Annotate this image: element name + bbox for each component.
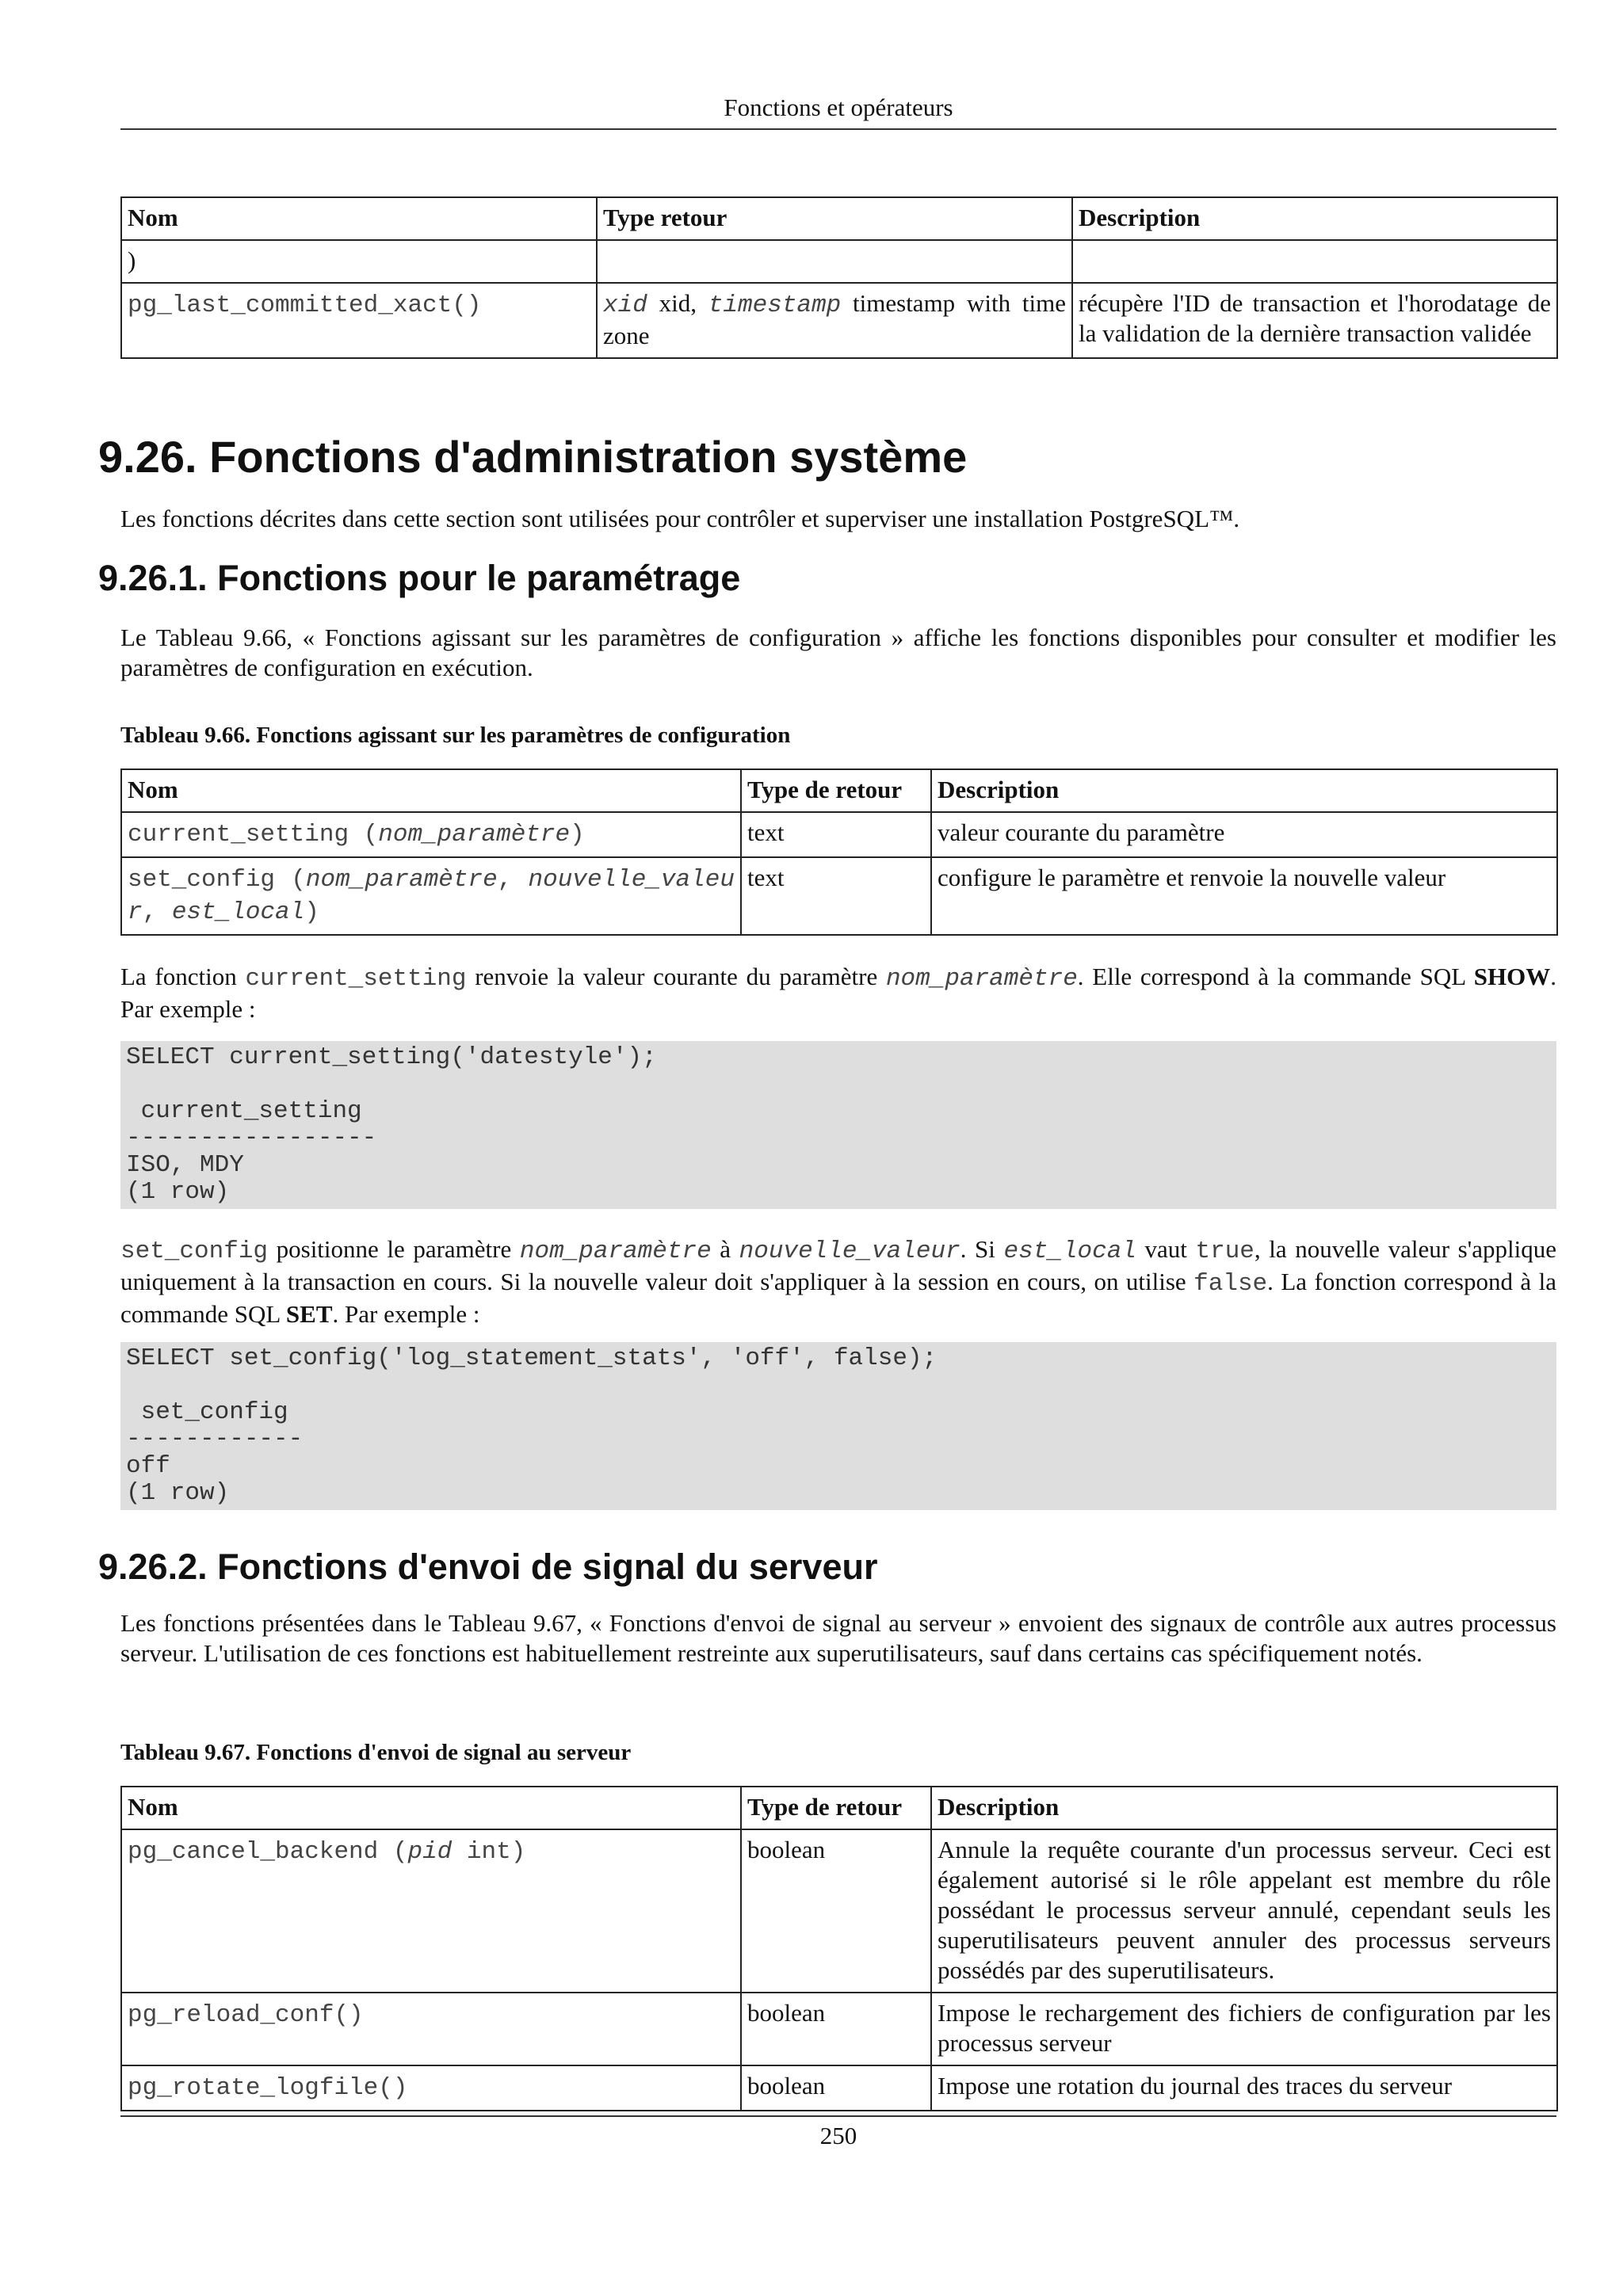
table-9-67 [120,1786,1558,2111]
text: . Elle correspond à la commande SQL [1077,963,1474,990]
table-row [121,1829,1557,1993]
code-inline: current_setting [245,965,467,993]
separator: , [142,898,172,926]
cell-type: text [741,812,931,857]
col-header-type: Type de retour [741,1787,931,1829]
paren: ) [570,821,585,849]
cell-type [597,240,1072,283]
code-inline: nouvelle_valeur [739,1238,960,1265]
subsection-title-1: 9.26.1. Fonctions pour le paramétrage [98,558,741,598]
sql-keyword: SHOW [1473,963,1551,990]
table-row [121,240,1557,283]
subsection-intro-1: Le Tableau 9.66, « Fonctions agissant sur les paramètres de configuration » affiche les fonctions disponibles pour consulter et modifier les paramètres de configuration en exécution. [120,624,1556,681]
subsection-intro-2: Les fonctions présentées dans le Tableau 9.67, « Fonctions d'envoi de signal au serveur » envoient des signaux de contrôle aux autres processus serveur. L'utilisation de ces fonctions est habituellement restreinte aux superutilisateurs, sauf dans certains cas spécifiquement notés. [120,1609,1556,1667]
type-text: xid, [647,289,708,317]
table-caption-9-66: Tableau 9.66. Fonctions agissant sur les paramètres de configuration [120,723,791,748]
text: . Par exemple : [120,963,1557,1023]
cell-nom [121,1829,741,1993]
function-name: pg_reload_conf() [128,2001,364,2029]
param-local: est_local [171,898,305,926]
cell-type: boolean [741,1829,931,1993]
col-header-nom: Nom [121,1787,741,1829]
code-inline: nom_paramètre [885,965,1078,993]
col-header-description: Description [931,769,1557,812]
code-inline: nom_paramètre [519,1238,712,1265]
param-new-value: nouvelle_valeur [128,866,735,926]
text: . La fonction correspond à la commande SQL [120,1268,1557,1328]
text: . Par exemple : [332,1300,480,1328]
cell-nom [121,857,741,935]
cell-description: configure le paramètre et renvoie la nouvelle valeur [931,857,1557,935]
table-caption-9-67: Tableau 9.67. Fonctions d'envoi de signal au serveur [120,1740,632,1765]
table-row [121,283,1557,358]
page-number: 250 [819,2122,857,2149]
cell-type: boolean [741,2065,931,2111]
sql-keyword: SET [285,1300,333,1328]
col-header-nom: Nom [121,769,741,812]
cell-description: valeur courante du paramètre [931,812,1557,857]
running-header: Fonctions et opérateurs [724,93,953,121]
code-inline: set_config [120,1238,269,1265]
col-header-description: Description [931,1787,1557,1829]
cell-description: récupère l'ID de transaction et l'horodatage de la validation de la dernière transaction validée [1072,283,1557,358]
text: positionne le paramètre [268,1235,520,1263]
function-name: pg_last_committed_xact() [128,292,482,319]
paragraph-set-config [120,1234,1556,1329]
cell-description: Impose le rechargement des fichiers de configuration par les processus serveur [931,1993,1557,2065]
paren: ) [304,898,319,926]
table-row [121,812,1557,857]
param-name: nom_paramètre [305,866,498,894]
text: renvoie la valeur courante du paramètre [466,963,886,990]
param-xid: xid [603,292,647,319]
paren: ( [275,866,306,894]
table-row [121,857,1557,935]
code-example-1: SELECT current_setting('datestyle'); current_setting ----------------- ISO, MDY (1 row) [120,1041,1556,1209]
cell-type: boolean [741,1993,931,2065]
col-header-nom: Nom [121,197,597,240]
separator: , [497,866,529,894]
cell-type: text [741,857,931,935]
cell-nom [121,812,741,857]
cell-description [1072,240,1557,283]
function-name: pg_cancel_backend [128,1838,379,1866]
param-timestamp: timestamp [708,292,842,319]
param-name: nom_paramètre [378,821,571,849]
table-9-66 [120,769,1558,936]
subsection-title-2: 9.26.2. Fonctions d'envoi de signal du serveur [98,1547,878,1587]
table-row [121,2065,1557,2111]
cell-description: Annule la requête courante d'un processus serveur. Ceci est également autorisé si le rôle appelant est membre du rôle possédant le processus serveur annulé, cependant seuls les superutilisateurs peuvent annuler des processus serveurs possédés par des superutilisateurs. [931,1829,1557,1993]
code-example-2: SELECT set_config('log_statement_stats', 'off', false); set_config ------------ off (1 row) [120,1342,1556,1510]
col-header-type: Type de retour [741,769,931,812]
param-pid: pid [407,1838,453,1866]
param-type: int) [452,1838,526,1866]
cell-nom [121,283,597,358]
paren: ( [378,1838,408,1866]
paren: ( [349,821,379,849]
header-rule [120,128,1556,130]
code-inline: true [1195,1238,1254,1265]
continued-table [120,196,1558,359]
cell-nom: ) [121,240,597,283]
section-title: 9.26. Fonctions d'administration système [98,432,968,482]
cell-nom [121,1993,741,2065]
code-inline: false [1193,1270,1268,1298]
table-header-row [121,769,1557,812]
text: vaut [1136,1235,1196,1263]
col-header-type: Type retour [597,197,1072,240]
cell-description: Impose une rotation du journal des traces du serveur [931,2065,1557,2111]
cell-nom [121,2065,741,2111]
col-header-description: Description [1072,197,1557,240]
function-name: current_setting [128,821,349,849]
function-name: pg_rotate_logfile() [128,2074,408,2102]
section-intro: Les fonctions décrites dans cette section sont utilisées pour contrôler et superviser une installation PostgreSQL™. [120,505,1240,532]
cell-type [597,283,1072,358]
function-name: set_config [128,866,276,894]
text: , la nouvelle valeur s'applique uniquement à la transaction en cours. Si la nouvelle valeur doit s'appliquer à la session en cours, on utilise [120,1235,1557,1295]
text: à [711,1235,739,1263]
footer-rule [120,2115,1556,2117]
table-row [121,1993,1557,2065]
code-inline: est_local [1003,1238,1136,1265]
paragraph-current-setting [120,962,1556,1024]
text: . Si [960,1235,1004,1263]
text: La fonction [120,963,246,990]
table-header-row [121,1787,1557,1829]
table-header-row [121,197,1557,240]
type-text: timestamp with time zone [603,289,1067,349]
